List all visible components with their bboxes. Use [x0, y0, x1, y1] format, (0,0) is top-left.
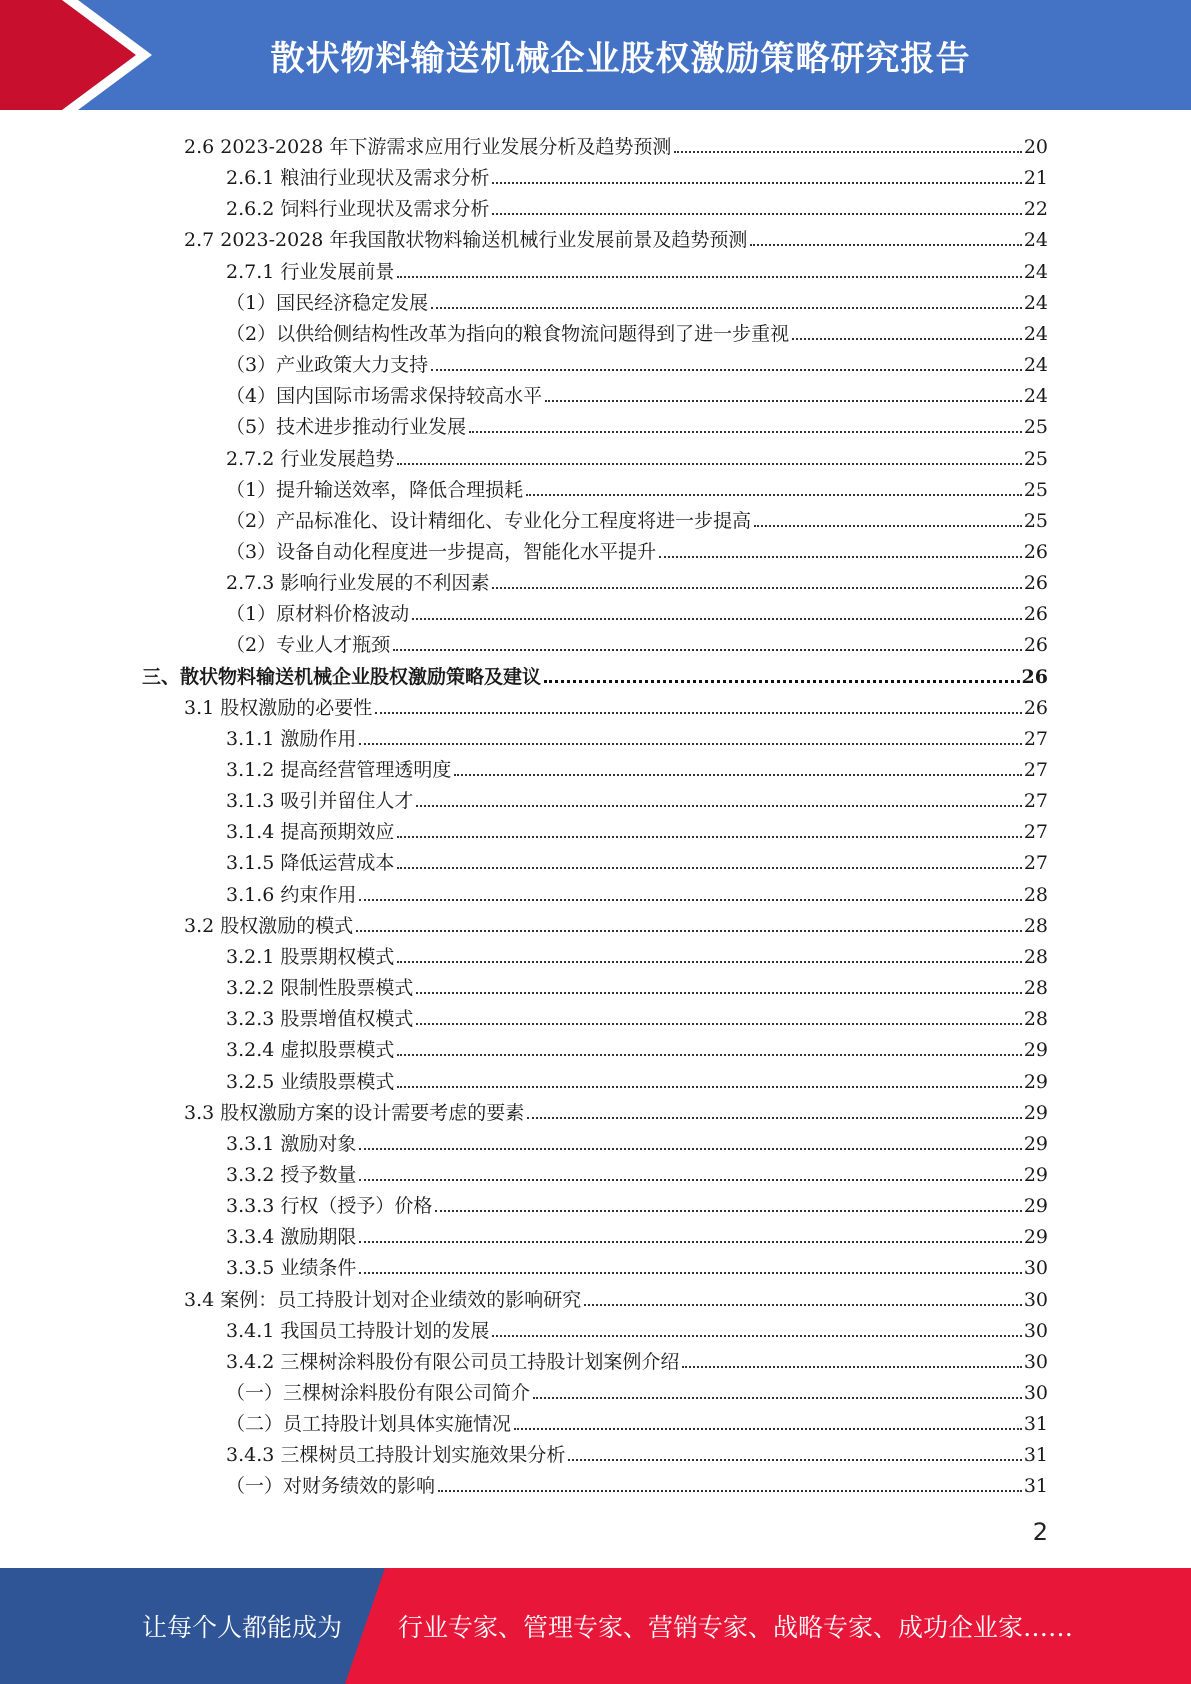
toc-entry[interactable] [226, 1374, 1048, 1405]
toc-leader-dots [792, 338, 1022, 340]
toc-leader-dots [584, 1304, 1022, 1306]
toc-entry-page: 29 [1023, 1163, 1048, 1186]
toc-leader-dots [416, 992, 1021, 994]
toc-leader-dots [397, 867, 1021, 869]
toc-entry-page: 30 [1023, 1319, 1048, 1342]
toc-entry[interactable] [226, 377, 1048, 408]
toc-entry-label: 3.1.1 激励作用 [226, 727, 357, 750]
toc-entry-label: 3.3.4 激励期限 [226, 1226, 357, 1249]
toc-leader-dots [397, 836, 1021, 838]
toc-leader-dots [356, 930, 1022, 932]
toc-entry[interactable] [226, 1218, 1048, 1249]
toc-entry-page: 30 [1023, 1382, 1048, 1404]
toc-entry-page: 26 [1023, 696, 1048, 719]
toc-leader-dots [397, 463, 1021, 465]
toc-entry-page: 31 [1023, 1413, 1048, 1436]
toc-entry-page: 31 [1023, 1475, 1048, 1498]
toc-entry[interactable] [226, 1249, 1048, 1280]
toc-entry-page: 27 [1023, 790, 1048, 813]
toc-entry-page: 24 [1023, 260, 1048, 283]
toc-entry[interactable] [226, 440, 1048, 471]
toc-entry[interactable] [226, 1156, 1048, 1187]
toc-entry-page: 27 [1023, 821, 1048, 844]
toc-leader-dots [754, 525, 1022, 527]
page-header [0, 0, 1191, 110]
toc-entry[interactable] [226, 813, 1048, 844]
toc-entry-page: 29 [1023, 1039, 1048, 1062]
toc-entry-label: （5）技术进步推动行业发展 [226, 416, 467, 439]
toc-entry-page: 25 [1023, 509, 1048, 532]
toc-entry-label: 3.3.5 业绩条件 [226, 1257, 357, 1280]
toc-leader-dots [674, 151, 1021, 153]
toc-entry[interactable] [226, 533, 1048, 564]
toc-leader-dots [359, 1179, 1021, 1181]
toc-leader-dots [526, 494, 1022, 496]
toc-leader-dots [431, 307, 1022, 309]
toc-entry-page: 24 [1023, 229, 1048, 252]
toc-entry-page: 26 [1023, 603, 1048, 626]
toc-entry-page: 24 [1023, 385, 1048, 408]
toc-entry-label: 3.2.1 股票期权模式 [226, 945, 395, 968]
toc-entry-page: 27 [1023, 852, 1048, 875]
toc-entry-label: 3.1.2 提高经营管理透明度 [226, 759, 452, 781]
toc-entry-page: 26 [1023, 540, 1048, 563]
toc-entry[interactable] [184, 907, 1048, 938]
toc-leader-dots [412, 618, 1022, 620]
toc-entry-label: 3.1 股权激励的必要性 [184, 696, 373, 719]
toc-leader-dots [492, 182, 1021, 184]
toc-entry-label: 2.7 2023-2028 年我国散状物料输送机械行业发展前景及趋势预测 [184, 229, 748, 252]
toc-entry[interactable] [226, 720, 1048, 751]
toc-entry-page: 25 [1023, 447, 1048, 470]
toc-entry[interactable] [226, 253, 1048, 284]
toc-entry[interactable] [226, 1436, 1048, 1467]
toc-entry-label: 3.4.1 我国员工持股计划的发展 [226, 1319, 490, 1342]
toc-entry-label: 3.2 股权激励的模式 [184, 914, 354, 937]
toc-entry[interactable] [226, 844, 1048, 875]
toc-leader-dots [397, 1086, 1021, 1088]
toc-entry-page: 21 [1023, 167, 1048, 190]
toc-leader-dots [545, 400, 1022, 402]
toc-entry-label: （二）员工持股计划具体实施情况 [226, 1413, 512, 1436]
toc-leader-dots [750, 244, 1021, 246]
toc-entry-page: 29 [1023, 1226, 1048, 1249]
toc-entry-page: 27 [1023, 759, 1048, 781]
toc-entry[interactable] [226, 315, 1048, 346]
toc-entry-page: 30 [1023, 1257, 1048, 1280]
toc-entry-label: 3.2.3 股票增值权模式 [226, 1008, 414, 1031]
toc-entry-page: 28 [1023, 977, 1048, 1000]
toc-entry-label: 3.4.2 三棵树涂料股份有限公司员工持股计划案例介绍 [226, 1350, 680, 1373]
toc-leader-dots [359, 899, 1021, 901]
toc-leader-dots [416, 1023, 1021, 1025]
toc-entry-page: 25 [1023, 478, 1048, 501]
toc-entry[interactable] [226, 408, 1048, 439]
toc-entry-label: 3.2.5 业绩股票模式 [226, 1070, 395, 1093]
toc-entry-page: 24 [1023, 291, 1048, 314]
toc-entry-page: 29 [1023, 1070, 1048, 1093]
toc-entry-label: （4）国内国际市场需求保持较高水平 [226, 385, 543, 408]
toc-entry[interactable] [226, 1000, 1048, 1031]
toc-entry[interactable] [226, 1467, 1048, 1498]
toc-leader-dots [359, 1148, 1021, 1150]
toc-leader-dots [469, 431, 1022, 433]
toc-leader-dots [397, 276, 1021, 278]
toc-entry-label: （2）以供给侧结构性改革为指向的粮食物流问题得到了进一步重视 [226, 322, 790, 345]
toc-entry[interactable] [184, 1281, 1048, 1312]
toc-entry-label: （1）国民经济稳定发展 [226, 291, 429, 314]
toc-leader-dots [359, 1241, 1021, 1243]
page-footer [0, 1568, 1191, 1684]
toc-entry-label: 2.7.3 影响行业发展的不利因素 [226, 572, 490, 595]
toc-entry-page: 22 [1023, 198, 1048, 221]
toc-entry-label: 3.1.4 提高预期效应 [226, 821, 395, 844]
toc-entry[interactable] [226, 471, 1048, 502]
toc-entry[interactable] [226, 502, 1048, 533]
toc-entry[interactable] [226, 564, 1048, 595]
toc-entry-page: 28 [1023, 914, 1048, 937]
toc-entry-page: 29 [1023, 1195, 1048, 1218]
toc-leader-dots [659, 556, 1022, 558]
toc-entry-label: 3.3.2 授予数量 [226, 1163, 357, 1186]
toc-entry-label: 3.1.5 降低运营成本 [226, 852, 395, 875]
toc-entry[interactable] [226, 1343, 1048, 1374]
toc-entry[interactable] [226, 595, 1048, 626]
toc-entry[interactable] [226, 782, 1048, 813]
toc-leader-dots [359, 743, 1021, 745]
toc-entry-page: 29 [1023, 1132, 1048, 1155]
toc-leader-dots [435, 1210, 1021, 1212]
toc-entry-page: 26 [1021, 665, 1048, 688]
toc-entry[interactable] [226, 1405, 1048, 1436]
toc-leader-dots [454, 774, 1021, 776]
toc-leader-dots [397, 961, 1021, 963]
report-title: 散状物料输送机械企业股权激励策略研究报告 [270, 38, 971, 79]
toc-entry-page: 28 [1023, 883, 1048, 906]
toc-entry[interactable] [226, 190, 1048, 221]
toc-entry-page: 28 [1023, 1008, 1048, 1031]
toc-entry[interactable] [226, 1187, 1048, 1218]
toc-leader-dots [393, 649, 1022, 651]
toc-entry-page: 29 [1023, 1101, 1048, 1124]
toc-leader-dots [438, 1490, 1022, 1492]
toc-entry[interactable] [142, 658, 1048, 689]
toc-leader-dots [568, 1459, 1021, 1461]
toc-entry-page: 24 [1023, 354, 1048, 377]
toc-entry-page: 24 [1023, 322, 1048, 345]
toc-entry-label: （3）产业政策大力支持 [226, 354, 429, 377]
header-arrow-icon [0, 0, 200, 110]
toc-entry[interactable] [226, 159, 1048, 190]
toc-entry-label: 2.6 2023-2028 年下游需求应用行业发展分析及趋势预测 [184, 136, 672, 158]
toc-leader-dots [359, 1272, 1021, 1274]
toc-entry-label: 3.3.3 行权（授予）价格 [226, 1195, 433, 1218]
toc-entry[interactable] [226, 938, 1048, 969]
toc-entry[interactable] [226, 284, 1048, 315]
toc-entry-page: 31 [1023, 1444, 1048, 1467]
toc-entry-label: 2.6.1 粮油行业现状及需求分析 [226, 167, 490, 190]
toc-leader-dots [492, 587, 1021, 589]
toc-leader-dots [492, 1335, 1021, 1337]
toc-entry-label: （2）产品标准化、设计精细化、专业化分工程度将进一步提高 [226, 509, 752, 532]
toc-entry-label: 3.3.1 激励对象 [226, 1132, 357, 1155]
toc-entry-label: 3.2.2 限制性股票模式 [226, 977, 414, 1000]
toc-leader-dots [682, 1366, 1021, 1368]
toc-entry-label: 3.1.6 约束作用 [226, 883, 357, 906]
toc-entry[interactable] [184, 221, 1048, 252]
toc-entry-label: 三、散状物料输送机械企业股权激励策略及建议 [142, 665, 542, 688]
toc-entry-label: （2）专业人才瓶颈 [226, 634, 391, 657]
toc-leader-dots [533, 1397, 1022, 1399]
toc-entry-page: 30 [1023, 1288, 1048, 1311]
toc-entry[interactable] [184, 689, 1048, 720]
toc-leader-dots [514, 1428, 1022, 1430]
toc-entry[interactable] [226, 346, 1048, 377]
toc-entry-label: 3.4.3 三棵树员工持股计划实施效果分析 [226, 1444, 566, 1467]
toc-leader-dots [492, 213, 1021, 215]
toc-entry-page: 27 [1023, 727, 1048, 750]
page-number: 2 [1032, 1518, 1048, 1546]
toc-entry[interactable] [226, 969, 1048, 1000]
toc-entry-label: （3）设备自动化程度进一步提高，智能化水平提升 [226, 540, 657, 563]
toc-entry-label: 2.6.2 饲料行业现状及需求分析 [226, 198, 490, 221]
toc-leader-dots [527, 1117, 1022, 1119]
toc-entry[interactable] [226, 1063, 1048, 1094]
toc-leader-dots [375, 712, 1022, 714]
toc-entry[interactable] [184, 1094, 1048, 1125]
toc-entry-label: 3.4 案例：员工持股计划对企业绩效的影响研究 [184, 1288, 582, 1311]
toc-entry-page: 20 [1023, 136, 1048, 158]
toc-entry-page: 26 [1023, 572, 1048, 595]
toc-entry[interactable] [226, 626, 1048, 657]
toc-entry-label: 3.2.4 虚拟股票模式 [226, 1039, 395, 1062]
toc-entry-label: 3.3 股权激励方案的设计需要考虑的要素 [184, 1101, 525, 1124]
toc-leader-dots [544, 680, 1020, 683]
toc-entry[interactable] [184, 128, 1048, 159]
toc-entry-label: （一）三棵树涂料股份有限公司简介 [226, 1382, 531, 1404]
toc-entry[interactable] [226, 1031, 1048, 1062]
toc-entry-label: 2.7.1 行业发展前景 [226, 260, 395, 283]
toc-leader-dots [416, 805, 1021, 807]
toc-leader-dots [431, 369, 1022, 371]
toc-entry-label: 2.7.2 行业发展趋势 [226, 447, 395, 470]
toc-entry[interactable] [226, 876, 1048, 907]
toc-entry[interactable] [226, 1125, 1048, 1156]
toc-entry-label: （1）原材料价格波动 [226, 603, 410, 626]
toc-entry-page: 25 [1023, 416, 1048, 439]
toc-entry-page: 28 [1023, 945, 1048, 968]
toc-entry[interactable] [226, 1312, 1048, 1343]
toc-leader-dots [397, 1054, 1021, 1056]
toc-entry-label: （1）提升输送效率，降低合理损耗 [226, 478, 524, 501]
toc-entry-page: 26 [1023, 634, 1048, 657]
toc-entry[interactable] [226, 751, 1048, 782]
toc-entry-label: 3.1.3 吸引并留住人才 [226, 790, 414, 813]
footer-slogan-left: 让每个人都能成为 [142, 1613, 343, 1642]
toc-entry-label: （一）对财务绩效的影响 [226, 1475, 436, 1498]
footer-slogan-right: 行业专家、管理专家、营销专家、战略专家、成功企业家…… [398, 1613, 1074, 1642]
toc-entry-page: 30 [1023, 1350, 1048, 1373]
